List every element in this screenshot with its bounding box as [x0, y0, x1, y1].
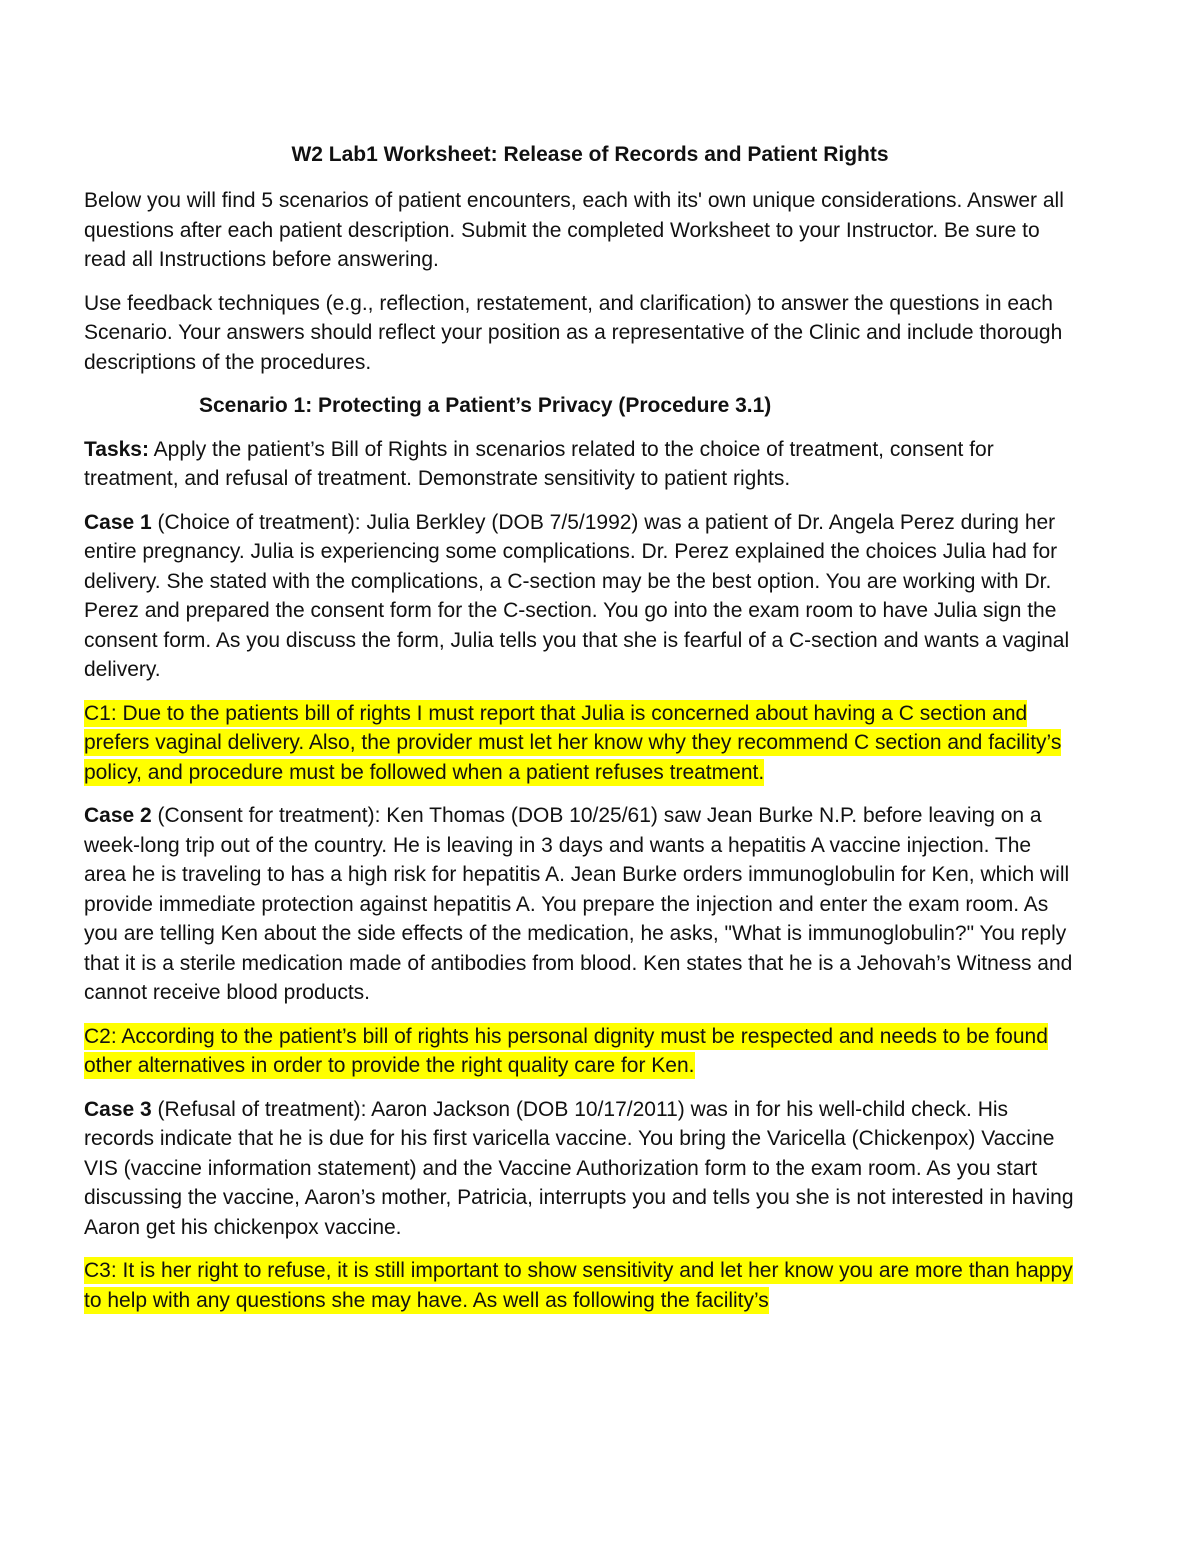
case-1-paragraph: [84, 508, 1074, 685]
case-1-answer: [84, 699, 1074, 788]
case-2-paragraph: [84, 801, 1074, 1008]
case-3-label: Case 3: [84, 1097, 152, 1121]
case-2-label: Case 2: [84, 804, 152, 827]
case-1-answer-text: C1: Due to the patients bill of rights I must report that Julia is concerned about having a C section and prefers vaginal delivery. Also, the provider must let her know why they recommend C section and facility’s policy, and procedure must be followed when a patient refuses treatment.: [84, 701, 1062, 784]
case-2-answer: [84, 1022, 1074, 1081]
tasks-label: Tasks:: [84, 437, 149, 461]
case-3-text: (Refusal of treatment): Aaron Jackson (DOB 10/17/2011) was in for his well-child check. His records indicate that he is due for his first varicella vaccine. You bring the Varicella (Chickenpox) Vaccine VIS (vaccine information statement) and the Vaccine Authorization form to the exam room. As you start discussing the vaccine, Aaron’s mother, Patricia, interrupts you and tells you she is not interested in having Aaron get his chickenpox vaccine.: [84, 1097, 1074, 1239]
scenario-1-heading: Scenario 1: Protecting a Patient’s Privacy (Procedure 3.1): [199, 394, 772, 417]
case-3-paragraph: [84, 1095, 1074, 1243]
intro-paragraph-2: Use feedback techniques (e.g., reflection, restatement, and clarification) to answer the questions in each Scenario. Your answers should reflect your position as a representative of the Clinic and include thorough descriptions of the procedures.: [84, 291, 1063, 374]
case-2-answer-text: C2: According to the patient’s bill of rights his personal dignity must be respected and needs to be found other alternatives in order to provide the right quality care for Ken.: [84, 1024, 1048, 1077]
tasks-text: Apply the patient’s Bill of Rights in scenarios related to the choice of treatment, consent for treatment, and refusal of treatment. Demonstrate sensitivity to patient rights.: [84, 437, 994, 490]
case-3-answer: [84, 1256, 1074, 1315]
intro-paragraph-1: Below you will find 5 scenarios of patient encounters, each with its' own unique considerations. Answer all questions after each patient description. Submit the completed Worksheet to your Instructor. Be sure to read all Instructions before answering.: [84, 189, 1064, 271]
case-2-text: (Consent for treatment): Ken Thomas (DOB 10/25/61) saw Jean Burke N.P. before leaving on a week-long trip out of the country. He is leaving in 3 days and wants a hepatitis A vaccine injection. The area he is traveling to has a high risk for hepatitis A. Jean Burke orders immunoglobulin for Ken, which will provide immediate protection against hepatitis A. You prepare the injection and enter the exam room. As you are telling Ken about the side effects of the medication, he asks, "What is immunoglobulin?" You reply that it is a sterile medication made of antibodies from blood. Ken states that he is a Jehovah’s Witness and cannot receive blood products.: [84, 804, 1073, 1004]
case-1-label: Case 1: [84, 510, 152, 534]
case-3-answer-text: C3: It is her right to refuse, it is still important to show sensitivity and let her know you are more than happy to help with any questions she may have. As well as following the facility’s: [84, 1259, 1073, 1312]
tasks-paragraph: [84, 435, 1074, 494]
case-1-text: (Choice of treatment): Julia Berkley (DOB 7/5/1992) was a patient of Dr. Angela Perez during her entire pregnancy. Julia is experiencing some complications. Dr. Perez explained the choices Julia had for delivery. She stated with the complications, a C-section may be the best option. You are working with Dr. Perez and prepared the consent form for the C-section. You go into the exam room to have Julia sign the consent form. As you discuss the form, Julia tells you that she is fearful of a C-section and wants a vaginal delivery.: [84, 510, 1070, 681]
worksheet-page: [84, 140, 1074, 1329]
page-title: W2 Lab1 Worksheet: Release of Records and Patient Rights: [291, 143, 889, 166]
